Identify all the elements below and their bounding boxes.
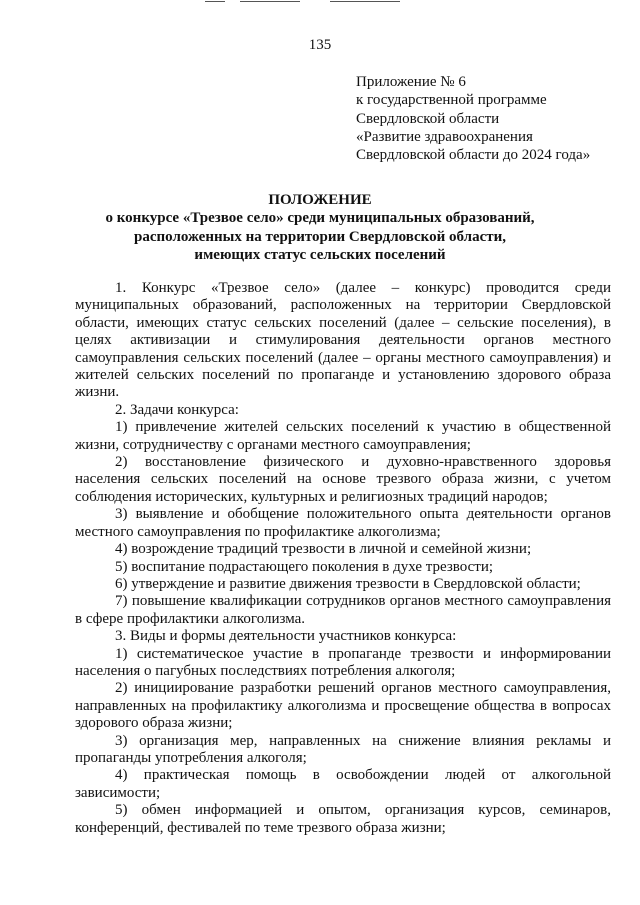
title-heading: ПОЛОЖЕНИЕ bbox=[268, 192, 372, 208]
appendix-line: Свердловской области bbox=[356, 110, 500, 127]
page-number: 135 bbox=[308, 37, 332, 53]
scan-mark bbox=[205, 1, 225, 2]
paragraph: 3) организация мер, направленных на снижение влияния рекламы и пропаганды употребления алкоголя; bbox=[75, 732, 611, 766]
title-subtitle-line: имеющих статус сельских поселений bbox=[194, 247, 446, 264]
paragraph: 1) привлечение жителей сельских поселений к участию в общественной жизни, сотрудничеству с органами местного самоуправления; bbox=[75, 419, 611, 453]
scan-mark bbox=[240, 1, 300, 2]
paragraph: 4) практическая помощь в освобождении людей от алкогольной зависимости; bbox=[75, 767, 611, 801]
paragraph: 7) повышение квалификации сотрудников органов местного самоуправления в сфере профилактики алкоголизма. bbox=[75, 593, 611, 627]
paragraph: 3. Виды и формы деятельности участников конкурса: bbox=[115, 628, 457, 645]
document-body bbox=[75, 280, 611, 837]
paragraph: 4) возрождение традиций трезвости в личной и семейной жизни; bbox=[115, 541, 532, 558]
appendix-line: Приложение № 6 bbox=[356, 74, 466, 90]
title-subtitle-line: расположенных на территории Свердловской области, bbox=[134, 228, 506, 245]
paragraph: 6) утверждение и развитие движения трезвости в Свердловской области; bbox=[115, 575, 581, 592]
title-subtitle-line: о конкурсе «Трезвое село» среди муниципальных образований, bbox=[105, 210, 535, 227]
appendix-line: Свердловской области до 2024 года» bbox=[356, 147, 591, 164]
appendix-line: к государственной программе bbox=[356, 92, 547, 109]
paragraph: 1. Конкурс «Трезвое село» (далее – конкурс) проводится среди муниципальных образований, расположенных на территории Свердловской области, имеющих статус сельских поселений (далее – сельские поселения), в целях активизации и стимулирования деятельности органов местного самоуправления сельских поселений (далее – органы местного самоуправления) и жителей сельских поселений по пропаганде и установлению здорового образа жизни. bbox=[75, 280, 611, 401]
scan-mark bbox=[330, 1, 400, 2]
appendix-line: «Развитие здравоохранения bbox=[356, 128, 533, 145]
paragraph: 2) инициирование разработки решений органов местного самоуправления, направленных на профилактику алкоголизма и просвещение общества в вопросах здорового образа жизни; bbox=[75, 680, 611, 732]
paragraph: 5) обмен информацией и опытом, организация курсов, семинаров, конференций, фестивалей по теме трезвого образа жизни; bbox=[75, 802, 611, 836]
appendix-header bbox=[356, 73, 626, 164]
paragraph: 2) восстановление физического и духовно-нравственного здоровья населения сельских поселений на основе трезвого образа жизни, с учетом соблюдения исторических, культурных и религиозных традиций народов; bbox=[75, 454, 611, 505]
paragraph: 5) воспитание подрастающего поколения в духе трезвости; bbox=[115, 558, 494, 575]
document-title bbox=[60, 191, 580, 265]
paragraph: 3) выявление и обобщение положительного опыта деятельности органов местного самоуправления по профилактике алкоголизма; bbox=[75, 506, 611, 540]
paragraph: 1) систематическое участие в пропаганде трезвости и информировании населения о пагубных последствиях потребления алкоголя; bbox=[75, 645, 611, 679]
paragraph: 2. Задачи конкурса: bbox=[115, 401, 239, 418]
